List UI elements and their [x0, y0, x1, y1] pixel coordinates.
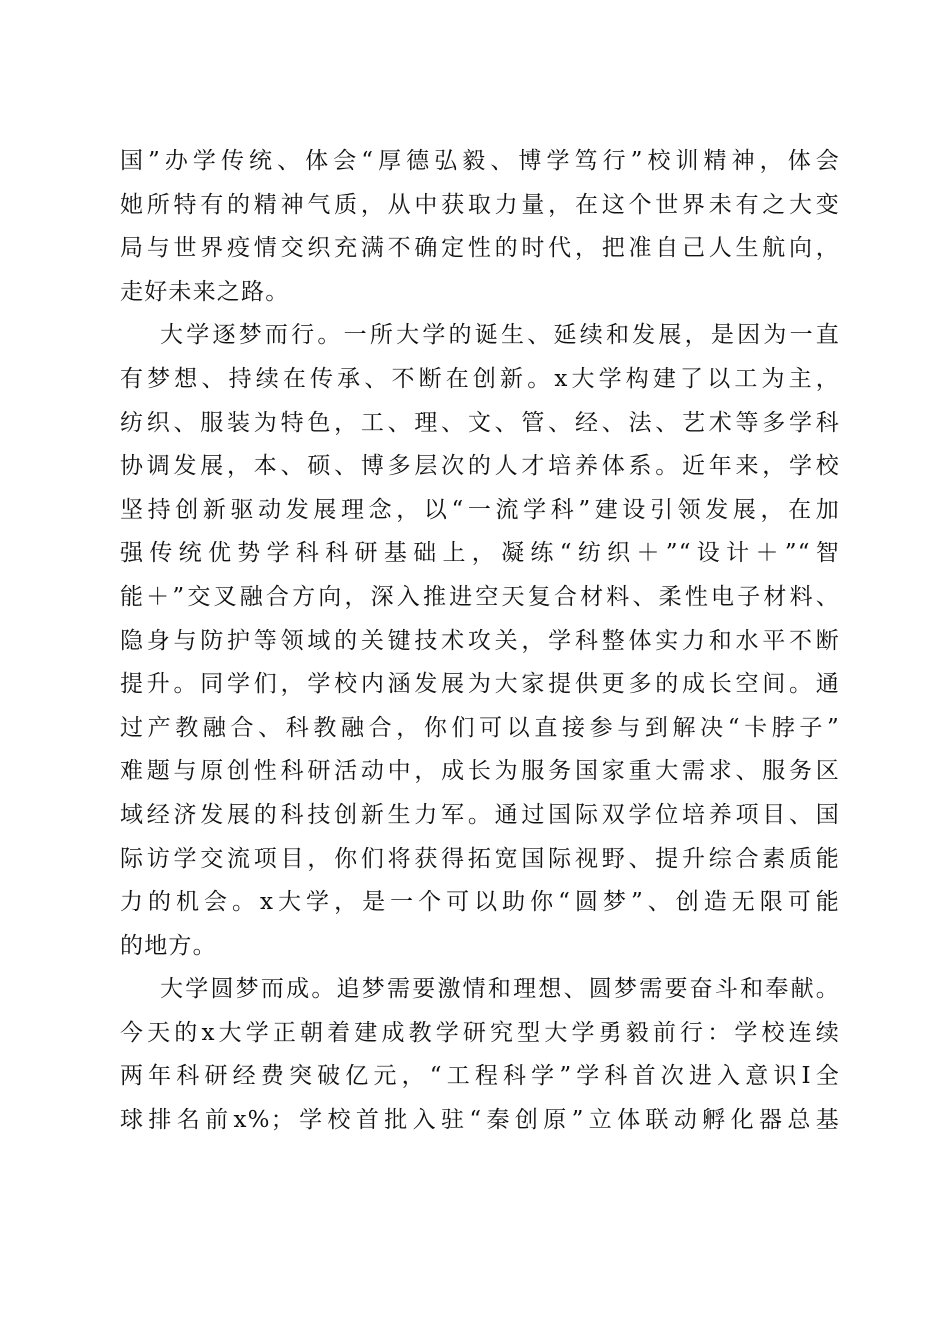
text-line: 她所特有的精神气质，从中获取力量，在这个世界未有之大变 [120, 191, 840, 218]
text-line: 的地方。 [120, 932, 217, 959]
text-line: 国”办学传统、体会“厚德弘毅、博学笃行”校训精神，体会 [120, 148, 840, 174]
text-line: 际访学交流项目，你们将获得拓宽国际视野、提升综合素质能 [120, 845, 840, 872]
text-line: 协调发展，本、硕、博多层次的人才培养体系。近年来，学校 [120, 453, 840, 480]
text-line: 大学逐梦而行。一所大学的诞生、延续和发展，是因为一直 [160, 322, 840, 349]
text-line: 隐身与防护等领域的关键技术攻关，学科整体实力和水平不断 [120, 627, 840, 654]
text-line: 提升。同学们，学校内涵发展为大家提供更多的成长空间。通 [120, 671, 840, 698]
text-line: 难题与原创性科研活动中，成长为服务国家重大需求、服务区 [120, 758, 840, 785]
text-line: 坚持创新驱动发展理念，以“一流学科”建设引领发展，在加 [120, 496, 840, 523]
text-line: 强传统优势学科科研基础上，凝练“纺织＋”“设计＋”“智 [120, 540, 840, 567]
text-line: 有梦想、持续在传承、不断在创新。x大学构建了以工为主， [120, 365, 840, 392]
text-line: 局与世界疫情交织充满不确定性的时代，把准自己人生航向， [120, 235, 840, 262]
text-line: 大学圆梦而成。追梦需要激情和理想、圆梦需要奋斗和奉献。 [160, 976, 840, 1003]
text-line: 能＋”交叉融合方向，深入推进空天复合材料、柔性电子材料、 [120, 583, 840, 610]
text-line: 过产教融合、科教融合，你们可以直接参与到解决“卡脖子” [120, 714, 840, 741]
text-line: 今天的x大学正朝着建成教学研究型大学勇毅前行：学校连续 [120, 1019, 840, 1046]
text-line: 力的机会。x大学，是一个可以助你“圆梦”、创造无限可能 [120, 889, 840, 916]
text-line: 两年科研经费突破亿元，“工程科学”学科首次进入意识Ⅰ全 [120, 1063, 840, 1090]
text-line: 纺织、服装为特色，工、理、文、管、经、法、艺术等多学科 [120, 409, 840, 436]
document-body [120, 140, 840, 1143]
text-line: 走好未来之路。 [120, 278, 290, 305]
text-line: 球排名前x%；学校首批入驻“秦创原”立体联动孵化器总基 [120, 1107, 840, 1134]
text-line: 域经济发展的科技创新生力军。通过国际双学位培养项目、国 [120, 801, 840, 828]
